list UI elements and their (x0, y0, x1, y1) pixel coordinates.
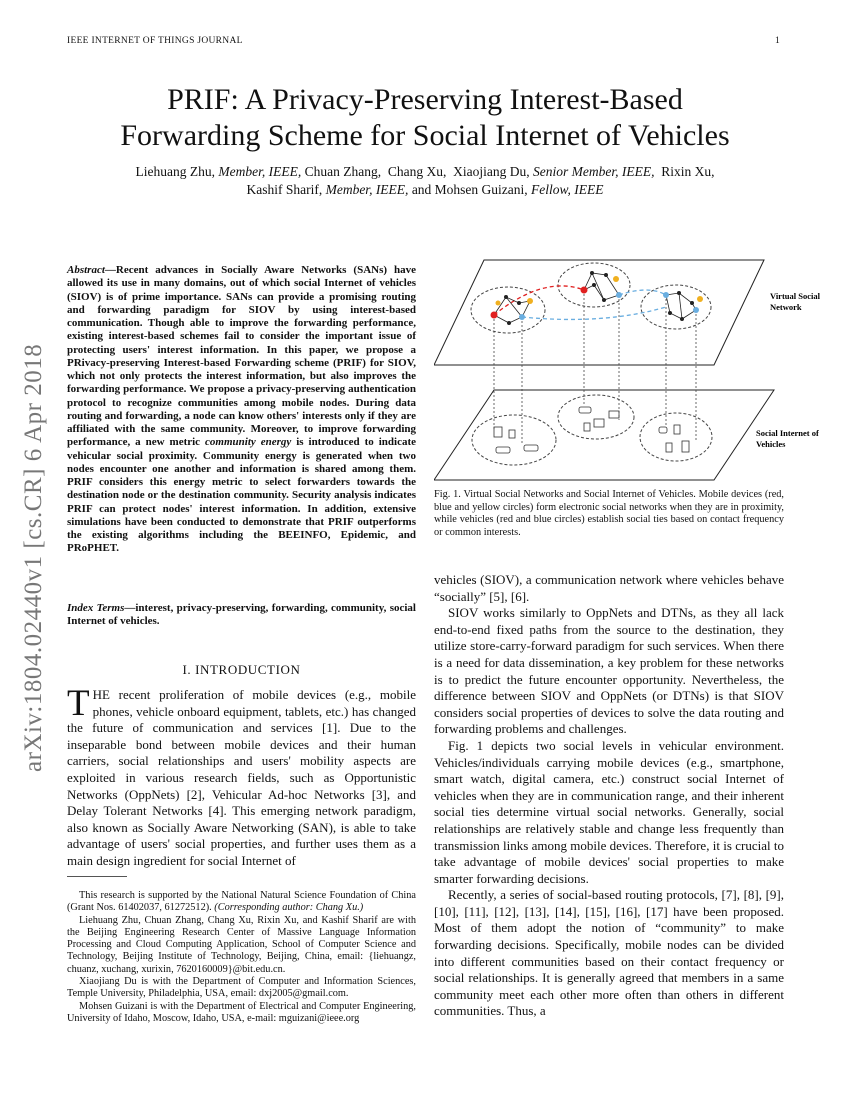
author-4: Xiaojiang Du, (453, 164, 530, 179)
vehicle-network-plane (434, 390, 774, 480)
abstract-label: Abstract (67, 264, 105, 276)
intro-text: HE recent proliferation of mobile devices (e.g., mobile phones, vehicle onboard equipment, tablets, etc.) has changed the future of communication and services [1]. Due to the inseparable bond between mobile devices and their human carriers, social relationships and users' mobility aspects are exploited in various research fields, such as Opportunistic Networks (OppNets) [2], Vehicular Ad-hoc Networks [3], and Delay Tolerant Networks [4]. This emerging network paradigm, also known as Socially Aware Networking (SAN), is able to take advantage of users' social properties, and further uses them as a main design ingredient for social Internet of (67, 687, 416, 868)
blue-social-tie-1 (522, 307, 666, 319)
author-2: Chuan Zhang, (304, 164, 382, 179)
journal-header: IEEE INTERNET OF THINGS JOURNAL (67, 36, 243, 46)
label-social-internet: Social Internet of (756, 428, 819, 438)
abstract-text-2: is introduced to indicate vehicular social proximity. Community energy is generated when two nodes encounter one another and information is shared among them. PRIF considers this energy metric to select forwarders towards the destination node or the destination community. Security analysis indicates PRIF can protect nodes' interest information. In addition, extensive simulations have been conducted to demonstrate that PRIF outperforms the existing algorithms including the BEEINFO, Epidemic, and PRoPHET. (67, 436, 416, 555)
vehicle-cluster-center (558, 395, 634, 439)
title-line-1: PRIF: A Privacy-Preserving Interest-Based (167, 83, 683, 116)
footnote-affiliation-1: Liehuang Zhu, Chuan Zhang, Chang Xu, Rixin Xu, and Kashif Sharif are with the Beijing Engineering Research Center of Massive Language Information Processing and Cloud Computing Application, School of Computer Science and Technology, Beijing Institute of Technology, Beijing, China, email: {liehuangz, chuanz, xuchang, xurixin, 7620160009}@bit.edu.cn. (67, 914, 416, 975)
author-7-role: Fellow, IEEE (531, 182, 604, 197)
paragraph-fig1: Fig. 1 depicts two social levels in vehicular environment. Vehicles/individuals carrying mobile devices (e.g., smartphone, smart watch, digital camera, etc.) construct social Internet of vehicles when they are in communication range, and their inherent social ties determine virtual social networks. Generally, social relationships are relatively stable and change less frequently than transmission links among mobile devices. Therefore, it is crucial to take advantage of mobile devices' social properties to make smarter forwarding decisions. (434, 737, 784, 886)
abstract-text-1: —Recent advances in Socially Aware Networks (SANs) have allowed its use in many domains, out of which social Internet of vehicles (SIOV) is of prime importance. SANs can provide a promising routing and forwarding paradigm for SIOV by using interest-based communication. Though able to improve the forwarding performance, existing interest-based schemes fail to consider the important issue of protecting users' interest information. In this paper, we propose a PRivacy-preserving Interest-based Forwarding scheme (PRIF) for SIOV, which not only protects the interest information, but also improves the forwarding performance. We propose a privacy-preserving authentication protocol to recognize communities among mobile nodes. During data routing and forwarding, a node can know others' interests only if they are affiliated with the same community. Moreover, to improve forwarding performance, a new metric (67, 264, 416, 449)
author-1-role: Member, IEEE, (218, 164, 302, 179)
page-number: 1 (775, 36, 781, 46)
footnote-funding (67, 890, 416, 915)
author-3: Chang Xu, (387, 164, 447, 179)
footnote-rule (67, 876, 127, 877)
abstract-term: community energy (205, 436, 292, 449)
nodes-center (581, 271, 623, 302)
figure-1 (434, 255, 834, 483)
label-network: Network (770, 302, 802, 312)
footnote-funding-text: This research is supported by the National Natural Science Foundation of China (Grant Nos. 61402037, 61272512). (67, 890, 416, 914)
footnote-affiliation-3: Mohsen Guizani is with the Department of Electrical and Computer Engineering, University of Idaho, Moscow, Idaho, USA, e-mail: mguizani@ieee.org (67, 1000, 416, 1024)
author-4-role: Senior Member, IEEE, (532, 164, 655, 179)
author-5: Rixin Xu, (661, 164, 715, 179)
label-vehicles: Vehicles (756, 439, 786, 449)
index-terms-label: Index Terms (67, 602, 125, 614)
footnote-affiliation-2: Xiaojiang Du is with the Department of Computer and Information Sciences, Temple University, Philadelphia, USA, email: dxj2005@gmail.com. (67, 976, 416, 1000)
right-column-body (434, 572, 784, 1020)
vehicle-cluster-left (472, 415, 556, 465)
vehicle-cluster-right (640, 413, 712, 461)
red-social-tie (494, 286, 584, 315)
label-virtual-social: Virtual Social (770, 291, 820, 301)
index-terms (67, 602, 416, 629)
arxiv-side-label: arXiv:1804.02440v1 [cs.CR] 6 Apr 2018 (20, 343, 47, 772)
author-list (40, 163, 810, 199)
section-heading: I. INTRODUCTION (182, 662, 301, 677)
footnotes (67, 890, 416, 1025)
figure-caption: Fig. 1. Virtual Social Networks and Social Internet of Vehicles. Mobile devices (red, blue and yellow circles) form electronic social networks when they are in proximity, while vehicles (red and blue circles) establish social ties based on contact frequency or common interests. (434, 489, 784, 538)
device-icons (494, 407, 689, 453)
virtual-network-plane (434, 260, 764, 365)
paragraph-continued: vehicles (SIOV), a communication network where vehicles behave “socially” [5], [6]. (434, 572, 784, 604)
paper-title (40, 82, 810, 154)
author-6-role: Member, IEEE, (325, 182, 409, 197)
footnote-corresponding: (Corresponding author: Chang Xu.) (214, 902, 364, 914)
index-terms-text: —interest, privacy-preserving, forwarding, community, social Internet of vehicles. (67, 602, 416, 628)
community-left (471, 287, 545, 333)
author-7: and Mohsen Guizani, (411, 182, 528, 197)
nodes-left (491, 295, 534, 325)
author-1: Liehuang Zhu, (135, 164, 215, 179)
title-line-2: Forwarding Scheme for Social Internet of Vehicles (120, 119, 730, 152)
intro-paragraph (67, 683, 416, 870)
nodes-right (663, 291, 703, 321)
abstract (67, 264, 416, 556)
paragraph-related: Recently, a series of social-based routing protocols, [7], [8], [9], [10], [11], [12], [13], [14], [15], [16], [17] have been proposed. Most of them adopt the notion of “community” to make forwarding decisions. Specifically, mobile nodes can be divided into different communities based on their contact frequency or social relationships. It is generally agreed that members in a same community meet each other more often than others in different communities. Thus, a (434, 887, 784, 1019)
author-6: Kashif Sharif, (246, 182, 323, 197)
community-right (641, 285, 711, 329)
drop-cap: T (67, 683, 90, 724)
paragraph-siov: SIOV works similarly to OppNets and DTNs, as they all lack end-to-end fixed paths from the source to the destination, they utilize store-carry-forward paradigm for such services. When there is a need for data dissemination, a key problem for these networks is to predict the future encounter opportunity. Nevertheless, the difference between SIOV and OppNets (or DTNs) is that SIOV considers social properties of devices to solve the data routing and forwarding problems and challenges. (434, 605, 784, 737)
